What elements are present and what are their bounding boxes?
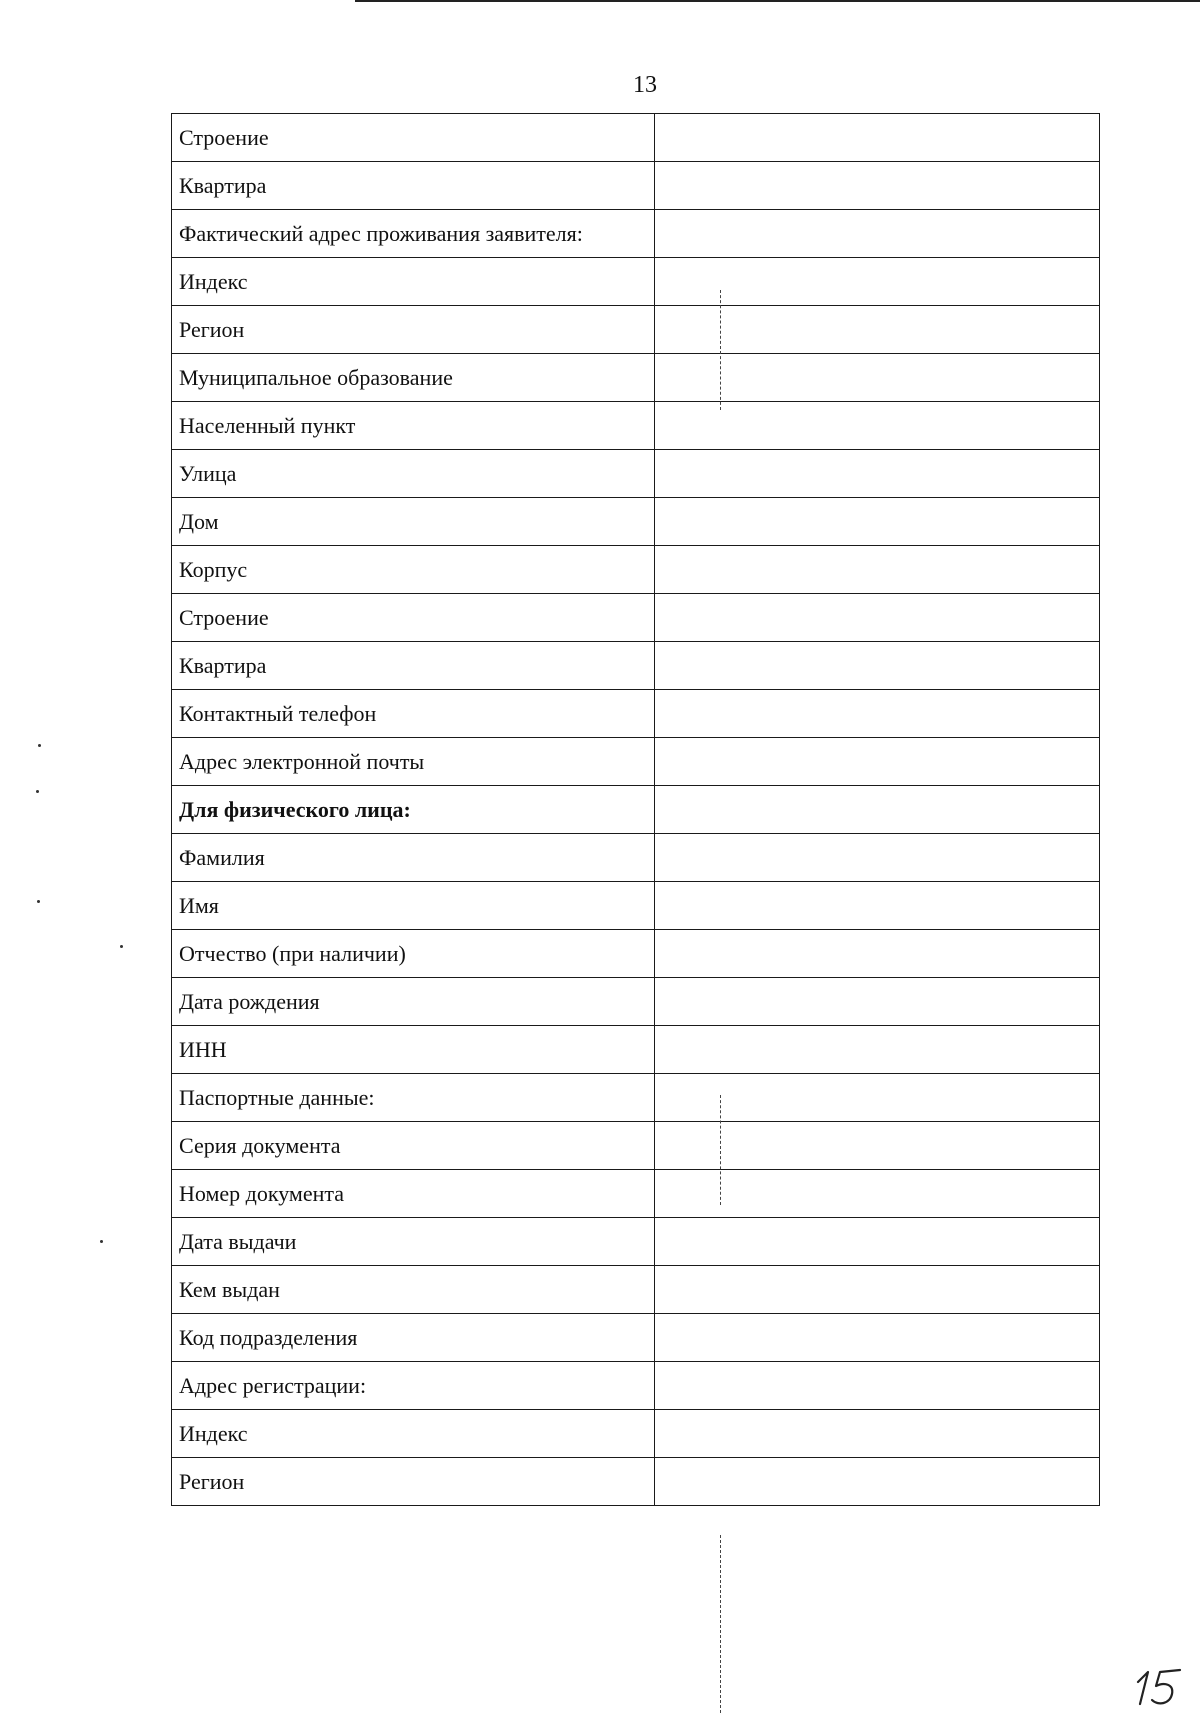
form-field-label: Контактный телефон [172, 690, 655, 738]
form-row [172, 690, 1100, 738]
form-field-value[interactable] [655, 210, 1100, 258]
form-field-label: Муниципальное образование [172, 354, 655, 402]
form-field-value[interactable] [655, 1410, 1100, 1458]
scan-speck [120, 945, 123, 948]
form-field-label: Фактический адрес проживания заявителя: [172, 210, 655, 258]
form-row [172, 1314, 1100, 1362]
form-field-value[interactable] [655, 930, 1100, 978]
form-field-value[interactable] [655, 834, 1100, 882]
form-field-value[interactable] [655, 546, 1100, 594]
scan-speck [38, 744, 41, 747]
form-field-value[interactable] [655, 690, 1100, 738]
form-row [172, 1170, 1100, 1218]
scan-speck [100, 1240, 103, 1243]
form-field-value[interactable] [655, 162, 1100, 210]
form-field-value[interactable] [655, 1314, 1100, 1362]
form-field-value[interactable] [655, 1458, 1100, 1506]
form-field-value[interactable] [655, 1026, 1100, 1074]
form-row [172, 450, 1100, 498]
form-field-label: Адрес регистрации: [172, 1362, 655, 1410]
scan-artifact-line [720, 1535, 721, 1713]
form-row [172, 642, 1100, 690]
form-row [172, 930, 1100, 978]
form-field-value[interactable] [655, 498, 1100, 546]
form-table-body [172, 114, 1100, 1506]
form-field-label: Паспортные данные: [172, 1074, 655, 1122]
form-field-label: Индекс [172, 258, 655, 306]
form-field-label: Корпус [172, 546, 655, 594]
form-field-label: Квартира [172, 162, 655, 210]
form-row [172, 210, 1100, 258]
scan-speck [37, 900, 40, 903]
form-field-label: Квартира [172, 642, 655, 690]
form-row [172, 1266, 1100, 1314]
form-field-label: Отчество (при наличии) [172, 930, 655, 978]
form-field-value[interactable] [655, 258, 1100, 306]
form-field-label: Дом [172, 498, 655, 546]
applicant-form-table [171, 113, 1100, 1506]
form-row [172, 882, 1100, 930]
form-field-label: Регион [172, 306, 655, 354]
form-row [172, 1026, 1100, 1074]
form-row [172, 306, 1100, 354]
form-field-label: Кем выдан [172, 1266, 655, 1314]
form-field-label: Строение [172, 114, 655, 162]
form-field-value[interactable] [655, 642, 1100, 690]
scan-artifact-line [720, 1095, 721, 1205]
form-field-value[interactable] [655, 450, 1100, 498]
form-row [172, 978, 1100, 1026]
form-field-value[interactable] [655, 1170, 1100, 1218]
form-field-value[interactable] [655, 402, 1100, 450]
form-field-value[interactable] [655, 594, 1100, 642]
form-row [172, 402, 1100, 450]
form-row [172, 498, 1100, 546]
form-field-label: Номер документа [172, 1170, 655, 1218]
form-field-label: Дата выдачи [172, 1218, 655, 1266]
form-row [172, 258, 1100, 306]
form-field-label: Строение [172, 594, 655, 642]
form-field-label: Улица [172, 450, 655, 498]
form-field-label: ИНН [172, 1026, 655, 1074]
form-field-label: Дата рождения [172, 978, 655, 1026]
form-field-label: Населенный пункт [172, 402, 655, 450]
form-field-value[interactable] [655, 354, 1100, 402]
page-number: 13 [633, 72, 657, 98]
form-row [172, 834, 1100, 882]
form-row [172, 1074, 1100, 1122]
form-field-label: Серия документа [172, 1122, 655, 1170]
form-row [172, 594, 1100, 642]
form-field-value[interactable] [655, 978, 1100, 1026]
form-field-label: Индекс [172, 1410, 655, 1458]
form-field-value[interactable] [655, 1218, 1100, 1266]
form-row [172, 354, 1100, 402]
form-field-value[interactable] [655, 882, 1100, 930]
form-field-value[interactable] [655, 1122, 1100, 1170]
form-row [172, 1122, 1100, 1170]
form-row [172, 1362, 1100, 1410]
form-field-value[interactable] [655, 1362, 1100, 1410]
form-row [172, 1458, 1100, 1506]
form-field-value[interactable] [655, 1266, 1100, 1314]
form-field-label: Код подразделения [172, 1314, 655, 1362]
form-row [172, 1410, 1100, 1458]
form-row [172, 546, 1100, 594]
form-field-label: Адрес электронной почты [172, 738, 655, 786]
scan-artifact-line [720, 290, 721, 410]
form-row [172, 1218, 1100, 1266]
handwritten-page-mark [1130, 1660, 1190, 1710]
form-field-value[interactable] [655, 114, 1100, 162]
form-field-value[interactable] [655, 738, 1100, 786]
top-border-line [355, 0, 1200, 2]
form-field-label: Для физического лица: [172, 786, 655, 834]
form-field-value[interactable] [655, 306, 1100, 354]
form-field-label: Регион [172, 1458, 655, 1506]
form-field-label: Фамилия [172, 834, 655, 882]
form-field-value[interactable] [655, 1074, 1100, 1122]
scan-speck [36, 790, 39, 793]
form-row [172, 162, 1100, 210]
form-row [172, 786, 1100, 834]
form-field-value[interactable] [655, 786, 1100, 834]
form-field-label: Имя [172, 882, 655, 930]
form-row [172, 114, 1100, 162]
handwritten-15-drawing [1130, 1660, 1190, 1710]
form-row [172, 738, 1100, 786]
